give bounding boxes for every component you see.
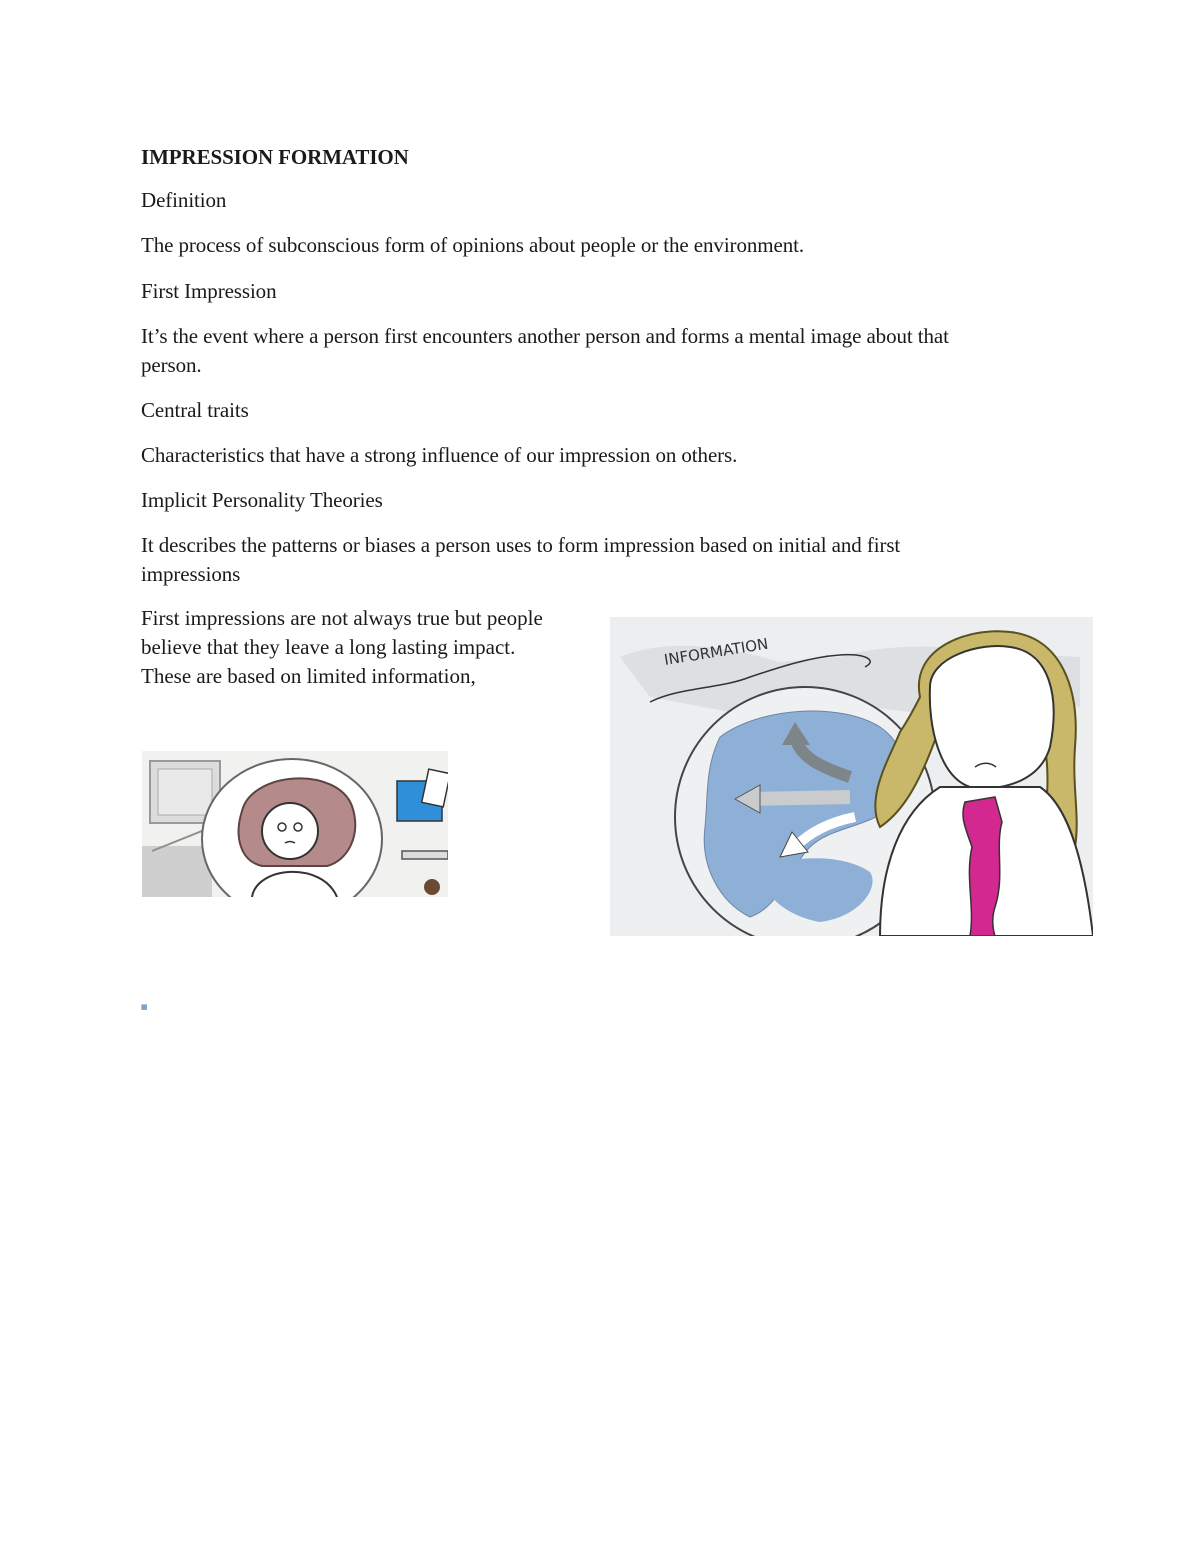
illustration-woman-with-globe [610, 617, 1093, 936]
heading-implicit-personality-theories: Implicit Personality Theories [141, 488, 383, 512]
central-traits-text: Characteristics that have a strong influence of our impression on others. [141, 443, 738, 467]
image-watermark: @S [1058, 909, 1088, 930]
small-image-placeholder-icon: ▦ [141, 1003, 148, 1011]
illustration-person-on-pillow [142, 751, 448, 897]
heading-first-impression: First Impression [141, 279, 277, 303]
information-lettering: INFORMATION [662, 634, 770, 669]
document-title: IMPRESSION FORMATION [141, 145, 409, 169]
implicit-theories-text-line-1: It describes the patterns or biases a person uses to form impression based on initial and first [141, 533, 901, 557]
closing-paragraph-line-2: believe that they leave a long lasting impact. [141, 635, 516, 659]
first-impression-text-line-1: It’s the event where a person first encounters another person and forms a mental image about that [141, 324, 949, 348]
closing-paragraph-line-3: These are based on limited information, [141, 664, 476, 688]
implicit-theories-text-line-2: impressions [141, 562, 241, 586]
first-impression-text-line-2: person. [141, 353, 202, 377]
definition-text: The process of subconscious form of opinions about people or the environment. [141, 233, 804, 257]
heading-central-traits: Central traits [141, 398, 249, 422]
closing-paragraph [141, 604, 603, 691]
heading-definition: Definition [141, 188, 227, 212]
closing-paragraph-line-1: First impressions are not always true but people [141, 606, 543, 630]
